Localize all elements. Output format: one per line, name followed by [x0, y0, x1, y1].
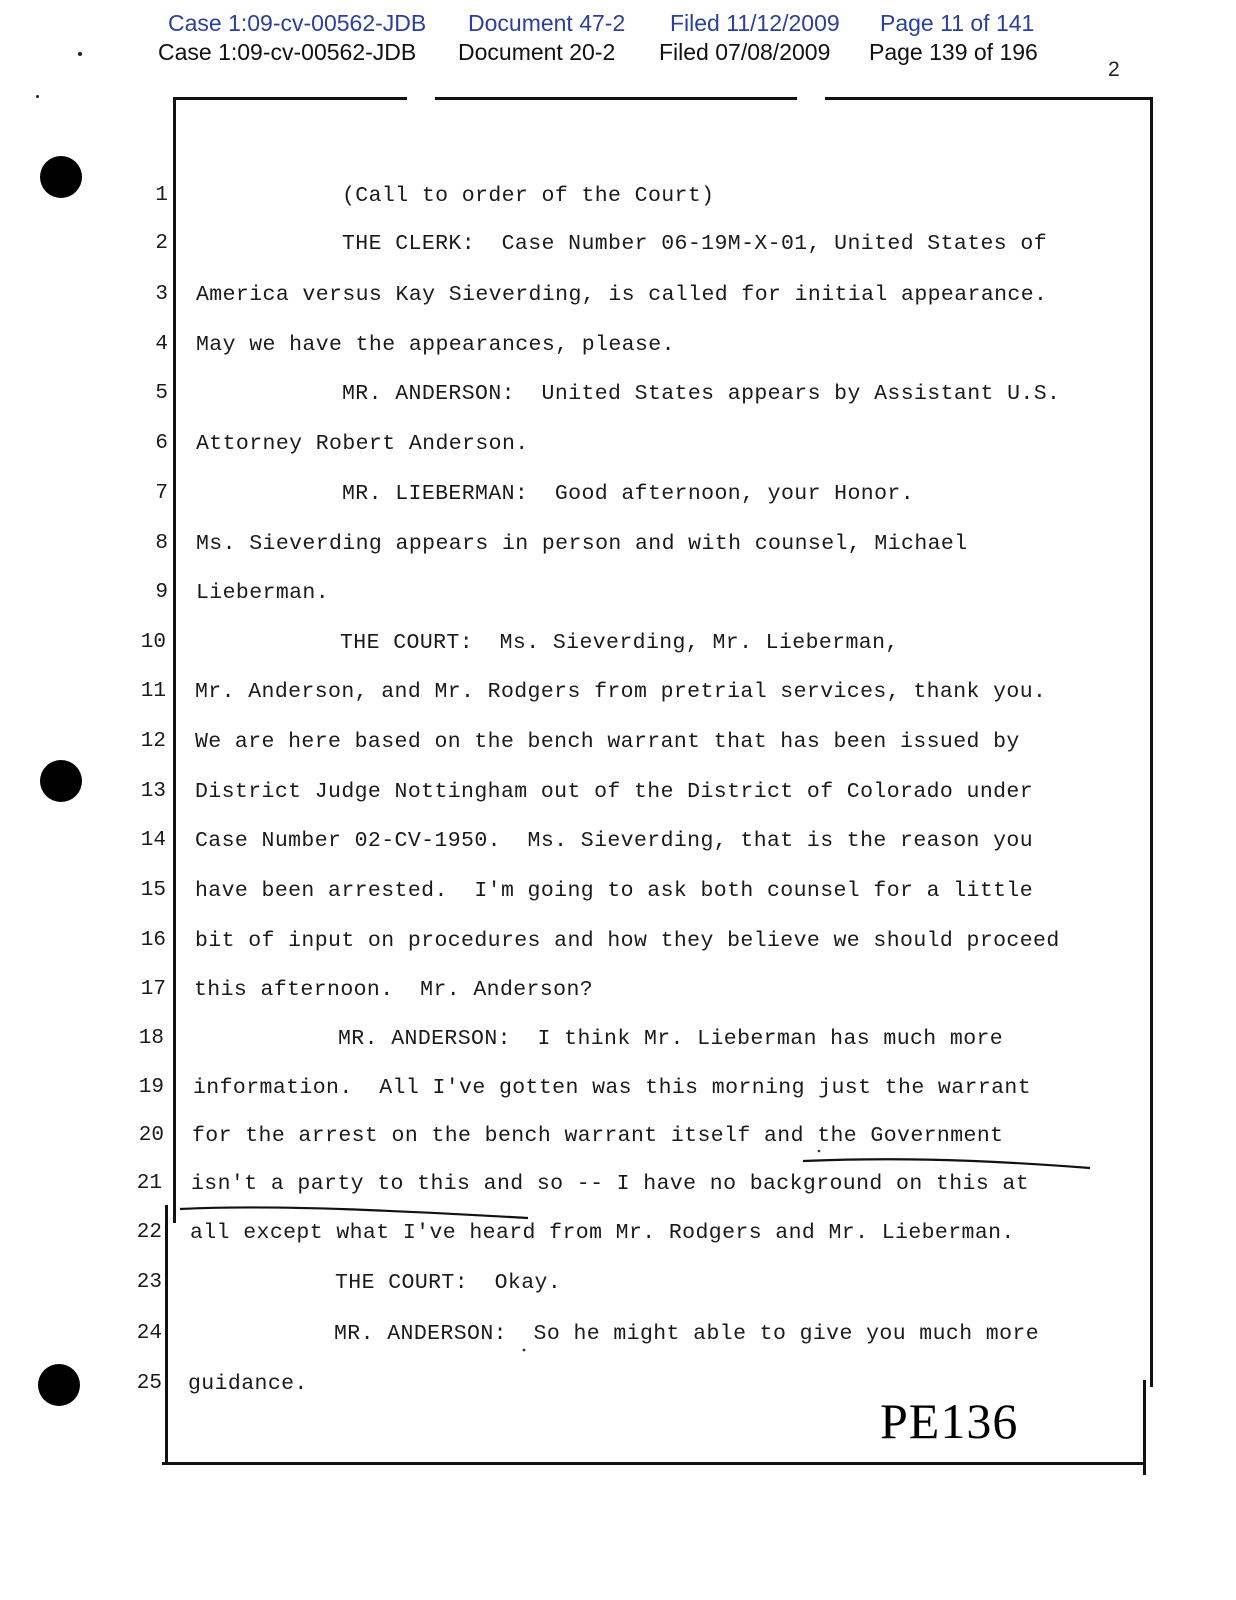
line-number: 12 — [140, 730, 166, 753]
stamp-top-document: Document 47-2 — [468, 10, 626, 36]
transcript-line: information. All I've gotten was this morning just the warrant — [193, 1076, 1032, 1100]
hole-punch — [38, 1364, 80, 1406]
line-number: 25 — [136, 1372, 162, 1395]
transcript-line: Ms. Sieverding appears in person and with counsel, Michael — [196, 532, 968, 556]
transcript-line: MR. ANDERSON: I think Mr. Lieberman has much more — [338, 1027, 1004, 1051]
stamp-top-page: Page 11 of 141 — [880, 10, 1035, 36]
transcript-line: District Judge Nottingham out of the District of Colorado under — [195, 780, 1034, 804]
line-number: 17 — [140, 978, 166, 1001]
line-number: 21 — [136, 1172, 162, 1195]
stamp-top-filed: Filed 11/12/2009 — [670, 10, 840, 36]
border-bottom — [162, 1462, 1146, 1465]
scan-speck — [36, 95, 39, 98]
page-number: 2 — [1108, 58, 1120, 81]
border-right — [1150, 97, 1153, 1387]
border-left-upper — [173, 97, 176, 1223]
line-number: 20 — [138, 1124, 164, 1147]
transcript-line: America versus Kay Sieverding, is called for initial appearance. — [196, 283, 1048, 307]
scan-speck — [78, 52, 82, 56]
transcript-line: isn't a party to this and so -- I have no background on this at — [191, 1172, 1030, 1196]
transcript-line: MR. ANDERSON: United States appears by Assistant U.S. — [342, 382, 1061, 406]
line-number: 9 — [155, 581, 168, 604]
transcript-line: this afternoon. Mr. Anderson? — [194, 978, 594, 1002]
stamp-top-case: Case 1:09-cv-00562-JDB — [168, 10, 427, 36]
line-number: 6 — [155, 432, 168, 455]
transcript-line: guidance. — [188, 1372, 308, 1396]
line-number: 10 — [140, 631, 166, 654]
line-number: 1 — [155, 184, 168, 207]
transcript-line: for the arrest on the bench warrant itself and the Government — [192, 1124, 1004, 1148]
stamp-bottom-filed: Filed 07/08/2009 — [659, 39, 831, 65]
hole-punch — [40, 760, 82, 802]
line-number: 14 — [140, 829, 166, 852]
line-number: 4 — [155, 333, 168, 356]
line-number: 7 — [155, 482, 168, 505]
transcript-line: Lieberman. — [196, 581, 330, 605]
border-left-lower — [165, 1205, 168, 1463]
exhibit-stamp: PE136 — [880, 1393, 1019, 1449]
transcript-line: THE COURT: Ms. Sieverding, Mr. Lieberman, — [340, 631, 899, 655]
border-top-segment — [175, 97, 407, 100]
transcript-line: Mr. Anderson, and Mr. Rodgers from pretrial services, thank you. — [195, 680, 1047, 704]
line-number: 24 — [136, 1322, 162, 1345]
transcript-line: have been arrested. I'm going to ask both counsel for a little — [195, 879, 1034, 903]
transcript-line: Attorney Robert Anderson. — [196, 432, 529, 456]
transcript-line: all except what I've heard from Mr. Rodgers and Mr. Lieberman. — [190, 1221, 1015, 1245]
transcript-line: Case Number 02-CV-1950. Ms. Sieverding, that is the reason you — [195, 829, 1034, 853]
line-number: 15 — [140, 879, 166, 902]
underline-line-21 — [180, 1207, 528, 1218]
line-number: 5 — [155, 382, 168, 405]
line-number: 19 — [138, 1076, 164, 1099]
line-number: 3 — [155, 283, 168, 306]
transcript-line: May we have the appearances, please. — [196, 333, 675, 357]
line-number: 2 — [155, 232, 168, 255]
transcript-line: THE CLERK: Case Number 06-19M-X-01, United States of — [342, 232, 1048, 256]
hole-punch — [40, 156, 82, 198]
line-number: 8 — [155, 532, 168, 555]
transcript-line: (Call to order of the Court) — [342, 184, 715, 208]
transcript-line: THE COURT: Okay. — [335, 1271, 562, 1295]
ink-dot — [818, 1150, 821, 1153]
line-number: 11 — [140, 680, 166, 703]
stamp-bottom-case: Case 1:09-cv-00562-JDB — [158, 39, 417, 65]
ink-dot — [523, 1349, 526, 1352]
border-top-segment — [825, 97, 1153, 100]
line-number: 16 — [140, 929, 166, 952]
stamp-bottom-page: Page 139 of 196 — [869, 39, 1038, 65]
border-right-lower — [1143, 1380, 1146, 1475]
line-number: 13 — [140, 780, 166, 803]
transcript-line: We are here based on the bench warrant that has been issued by — [195, 730, 1020, 754]
transcript-line: MR. ANDERSON: So he might able to give you much more — [334, 1322, 1040, 1346]
line-number: 22 — [136, 1221, 162, 1244]
border-top-segment — [435, 97, 797, 100]
line-number: 18 — [138, 1027, 164, 1050]
line-number: 23 — [136, 1271, 162, 1294]
stamp-bottom-document: Document 20-2 — [458, 39, 616, 65]
transcript-line: bit of input on procedures and how they believe we should proceed — [195, 929, 1060, 953]
transcript-line: MR. LIEBERMAN: Good afternoon, your Honor. — [342, 482, 914, 506]
underline-line-20 — [803, 1159, 1090, 1168]
